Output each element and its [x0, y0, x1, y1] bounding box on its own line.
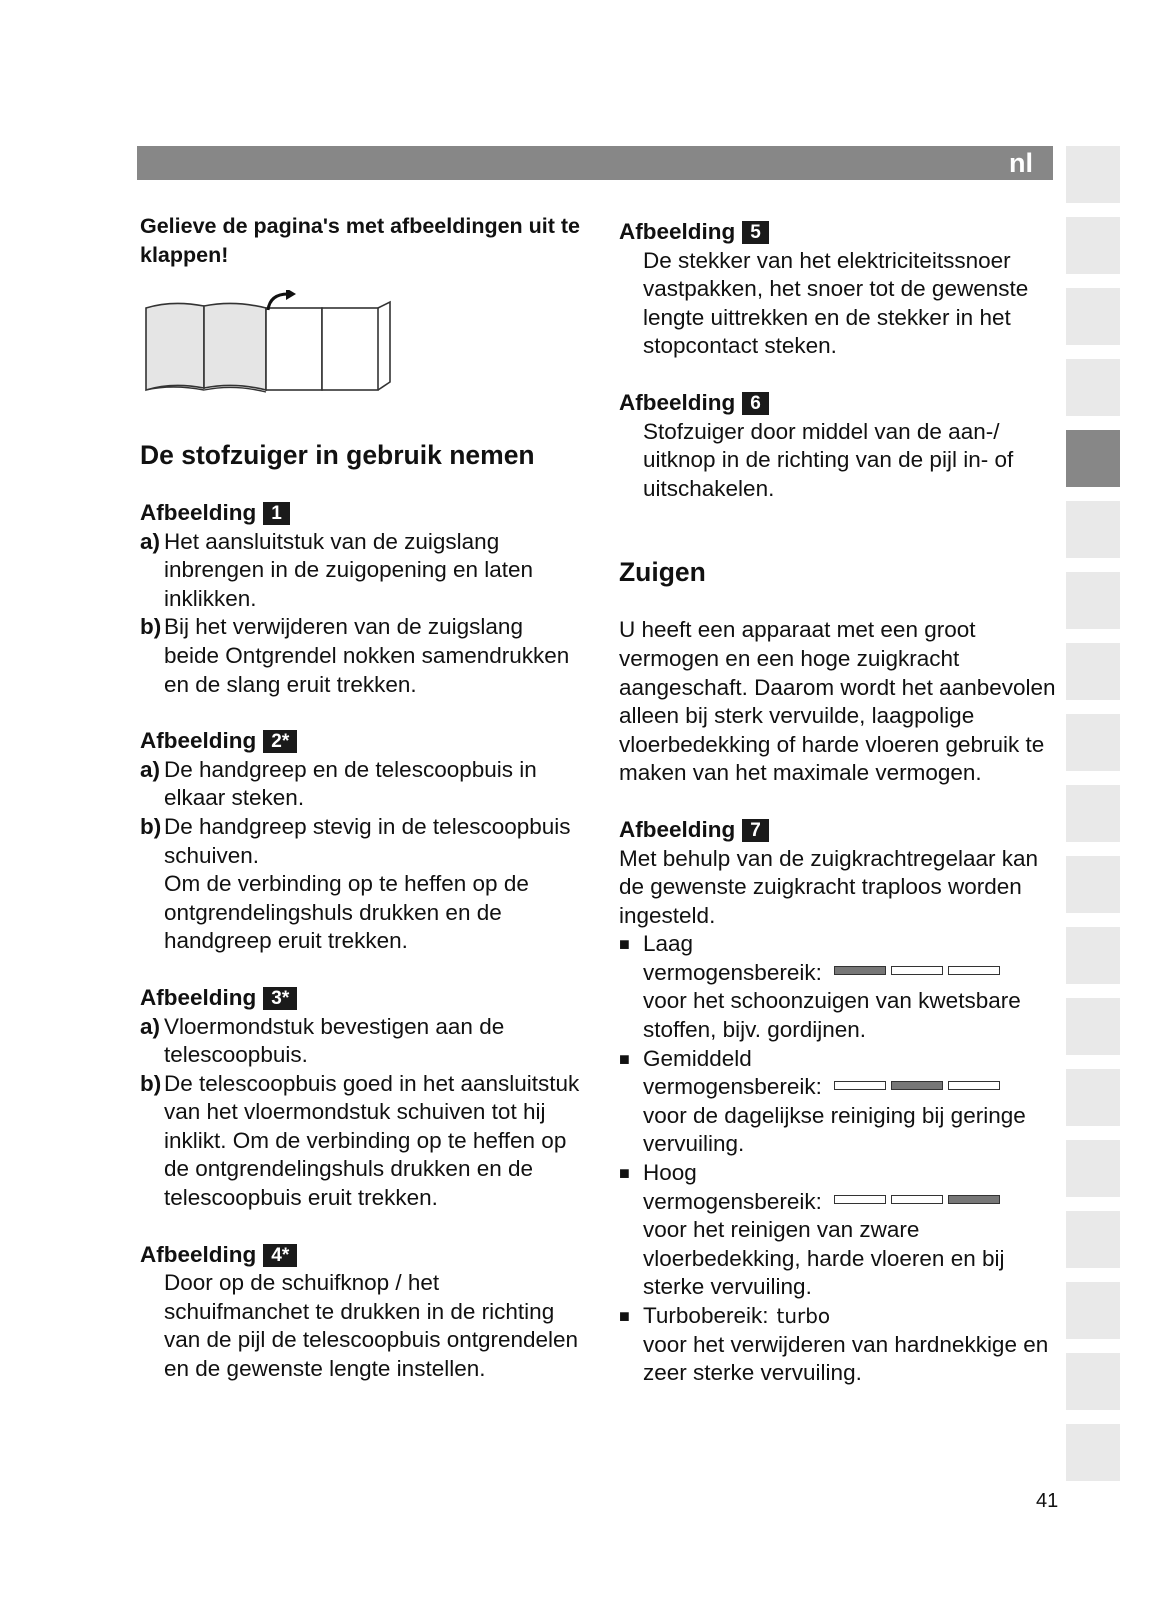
figure-label: Afbeelding — [140, 984, 257, 1010]
figure-7-block — [619, 816, 1059, 1388]
power-segment — [891, 966, 943, 975]
figure-number-badge: 4* — [263, 1244, 297, 1267]
bullet-icon: ■ — [619, 1163, 630, 1184]
side-tab — [1066, 856, 1120, 913]
figure-number-badge: 7 — [742, 819, 769, 842]
bullet-icon: ■ — [619, 1306, 630, 1326]
figure-3-block — [140, 984, 580, 1213]
step-item — [140, 1013, 580, 1070]
side-tab — [1066, 146, 1120, 203]
step-item — [140, 528, 580, 614]
figure-heading — [140, 1241, 580, 1270]
step-text: De telescoopbuis goed in het aansluitstuk van het vloermondstuk schuiven tot hij inklikt. Om de verbinding op te heffen op de ontgrendelingshuls drukken en de telescoopbuis eruit trekken. — [164, 1070, 580, 1211]
figure-6-block — [619, 389, 1059, 503]
side-tab — [1066, 572, 1120, 629]
side-tab — [1066, 1282, 1120, 1339]
figure-number-badge: 1 — [263, 502, 290, 525]
figure-text: Stofzuiger door middel van de aan-/ uitknop in de richting van de pijl in- of uitschakelen. — [643, 418, 1014, 501]
power-level-description: voor het schoonzuigen van kwetsbare stoffen, bijv. gordijnen. — [643, 988, 1021, 1043]
figure-text: De stekker van het elektriciteitssnoer vastpakken, het snoer tot de gewenste lengte uittrekken en de stekker in het stopcontact steken. — [643, 247, 1029, 359]
fold-out-note: Gelieve de pagina's met afbeeldingen uit te klappen! — [140, 214, 581, 267]
power-level-description: voor het reinigen van zware vloerbedekking, harde vloeren en bij sterke vervuiling. — [643, 1217, 1005, 1300]
figure-heading — [619, 816, 1059, 845]
step-letter: a) — [140, 1013, 161, 1039]
figure-label: Afbeelding — [140, 728, 257, 754]
figure-text: Door op de schuifknop / het schuifmanchet te drukken in de richting van de pijl de telescoopbuis ontgrendelen en de gewenste lengte instellen. — [164, 1270, 579, 1382]
power-level-description: voor het verwijderen van hardnekkige en zeer sterke vervuiling. — [643, 1331, 1049, 1386]
side-tab — [1066, 1424, 1120, 1481]
step-item — [140, 813, 580, 870]
power-segment — [948, 966, 1000, 975]
power-range-label: vermogensbereik: — [643, 1074, 822, 1100]
power-segment-active — [834, 966, 886, 975]
step-text: Bij het verwijderen van de zuigslang beide Ontgrendel nokken samendrukken en de slang eruit trekken. — [164, 614, 570, 697]
power-level-item — [619, 930, 1059, 1044]
side-tabs — [1066, 146, 1120, 1495]
figure-label: Afbeelding — [619, 389, 736, 415]
figure-2-block — [140, 727, 580, 956]
figure-intro-text: Met behulp van de zuigkrachtregelaar kan de gewenste zuigkracht traploos worden ingesteld. — [619, 845, 1039, 928]
figure-number-badge: 5 — [742, 221, 769, 244]
step-text: Het aansluitstuk van de zuigslang inbrengen in de zuigopening en laten inklikken. — [164, 528, 534, 611]
side-tab — [1066, 217, 1120, 274]
power-range-label: vermogensbereik: — [643, 1188, 822, 1214]
side-tab — [1066, 927, 1120, 984]
bullet-icon: ■ — [619, 934, 630, 955]
power-level-description: voor de dagelijkse reiniging bij geringe vervuiling. — [643, 1102, 1026, 1157]
header-bar — [137, 146, 1053, 180]
figure-number-badge: 3* — [263, 987, 297, 1010]
power-range-label: vermogensbereik: — [643, 959, 822, 985]
step-extra-text: Om de verbinding op te heffen op de ontgrendelingshuls drukken en de handgreep eruit trekken. — [164, 871, 529, 954]
figure-4-block — [140, 1241, 580, 1384]
power-level-item — [619, 1159, 1059, 1302]
step-item — [140, 613, 580, 699]
figure-heading — [619, 389, 1059, 418]
power-segment — [834, 1081, 886, 1090]
intro-paragraph: U heeft een apparaat met een groot vermogen en een hoge zuigkracht aangeschaft. Daarom wordt het aanbevolen alleen bij sterk vervuilde, laagpolige vloerbedekking of harde vloeren gebruik te maken van het maximale vermogen. — [619, 617, 1056, 786]
step-letter: b) — [140, 813, 162, 839]
power-level-title: Hoog — [643, 1160, 697, 1186]
section-title: Zuigen — [619, 557, 706, 588]
side-tab — [1066, 1069, 1120, 1126]
side-tab — [1066, 714, 1120, 771]
power-level-item — [619, 1302, 1059, 1388]
power-level-indicator — [834, 1195, 1000, 1204]
figure-number-badge: 2* — [263, 730, 297, 753]
step-letter: a) — [140, 756, 161, 782]
power-segment-active — [948, 1195, 1000, 1204]
step-text: De handgreep en de telescoopbuis in elkaar steken. — [164, 756, 537, 811]
step-text: Vloermondstuk bevestigen aan de telescoopbuis. — [164, 1013, 505, 1068]
power-level-title: Laag — [643, 931, 694, 957]
side-tab — [1066, 643, 1120, 700]
power-level-indicator — [834, 966, 1000, 975]
language-code: nl — [1009, 148, 1033, 178]
section-title: De stofzuiger in gebruik nemen — [140, 440, 535, 470]
figure-heading — [140, 727, 580, 756]
figure-label: Afbeelding — [619, 219, 736, 244]
figure-heading — [140, 499, 580, 528]
bullet-icon: ■ — [619, 1048, 630, 1069]
power-level-indicator — [834, 1081, 1000, 1090]
left-column — [140, 212, 580, 1412]
turbo-symbol: turbo — [776, 1304, 831, 1328]
power-segment — [948, 1081, 1000, 1090]
step-letter: b) — [140, 614, 162, 640]
figure-1-block — [140, 499, 580, 699]
power-level-title: Gemiddeld — [643, 1045, 752, 1071]
side-tab — [1066, 785, 1120, 842]
open-book-icon — [142, 290, 398, 394]
figure-number-badge: 6 — [742, 392, 769, 415]
power-level-item — [619, 1045, 1059, 1159]
figure-5-block — [619, 218, 1059, 361]
step-letter: b) — [140, 1070, 162, 1096]
side-tab — [1066, 288, 1120, 345]
power-segment — [834, 1195, 886, 1204]
step-text: De handgreep stevig in de telescoopbuis schuiven. — [164, 813, 571, 868]
side-tab — [1066, 501, 1120, 558]
right-column — [619, 218, 1059, 1416]
page-number: 41 — [1036, 1490, 1059, 1512]
power-segment-active — [891, 1081, 943, 1090]
step-item — [140, 1070, 580, 1213]
side-tab — [1066, 998, 1120, 1055]
figure-heading — [619, 218, 1059, 247]
side-tab-active — [1066, 430, 1120, 487]
step-letter: a) — [140, 528, 161, 554]
side-tab — [1066, 359, 1120, 416]
power-segment — [891, 1195, 943, 1204]
power-level-title: Turbobereik: — [643, 1303, 769, 1328]
side-tab — [1066, 1140, 1120, 1197]
step-item — [140, 756, 580, 813]
figure-label: Afbeelding — [140, 1241, 257, 1267]
figure-heading — [140, 984, 580, 1013]
side-tab — [1066, 1353, 1120, 1410]
figure-label: Afbeelding — [140, 500, 257, 525]
side-tab — [1066, 1211, 1120, 1268]
figure-label: Afbeelding — [619, 816, 736, 842]
